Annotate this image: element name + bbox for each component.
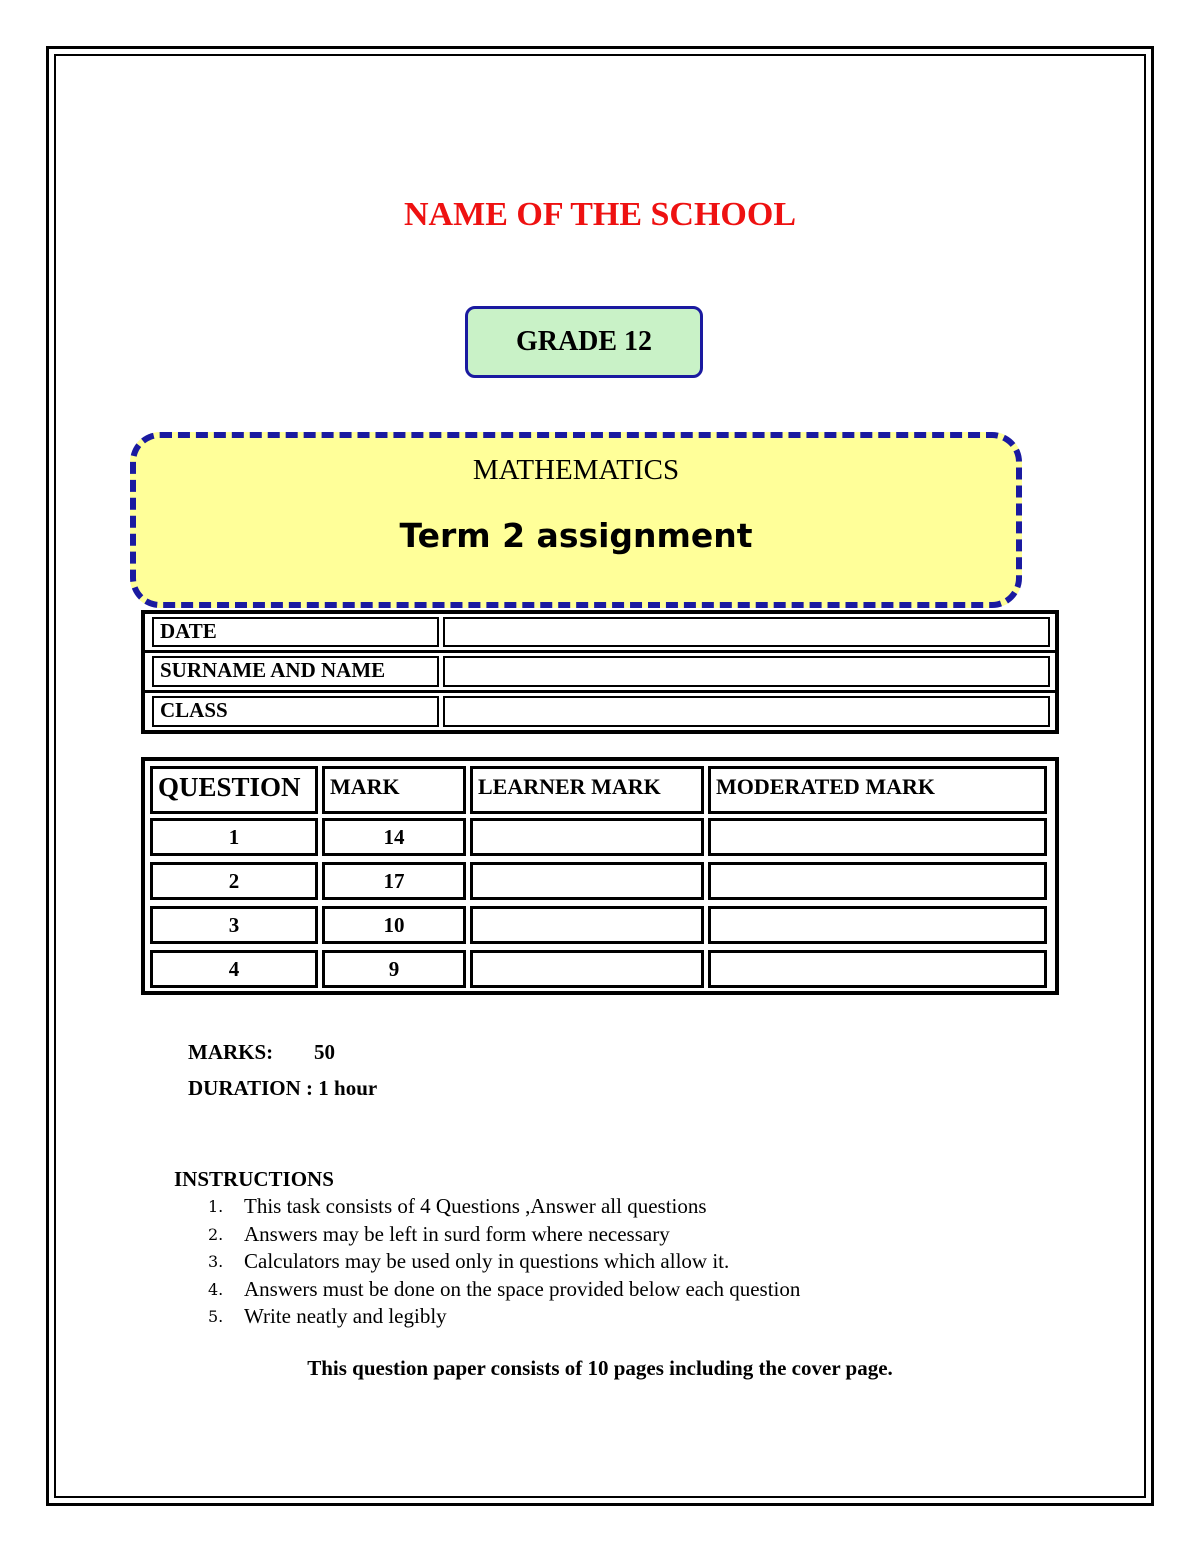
learner-mark-cell[interactable] bbox=[470, 906, 704, 944]
instructions-title: INSTRUCTIONS bbox=[174, 1167, 334, 1191]
class-field[interactable] bbox=[443, 696, 1050, 727]
list-item bbox=[208, 1248, 800, 1276]
info-row-date bbox=[145, 614, 1055, 650]
marks-total: 50 bbox=[314, 1040, 335, 1064]
page-count-note: This question paper consists of 10 pages including the cover page. bbox=[307, 1356, 893, 1380]
header-moderated-mark: MODERATED MARK bbox=[708, 766, 1047, 814]
header-question: QUESTION bbox=[150, 766, 318, 814]
grade-label: GRADE 12 bbox=[515, 326, 653, 357]
table-row bbox=[145, 906, 1055, 944]
question-number: 3 bbox=[150, 906, 318, 944]
instruction-text: Write neatly and legibly bbox=[244, 1304, 447, 1328]
instruction-text: Calculators may be used only in questions which allow it. bbox=[244, 1249, 730, 1273]
instruction-number: 3. bbox=[208, 1252, 224, 1271]
info-label: SURNAME AND NAME bbox=[152, 656, 439, 687]
info-label: DATE bbox=[152, 617, 439, 647]
info-row-name bbox=[145, 650, 1055, 690]
question-mark: 17 bbox=[322, 862, 466, 900]
marks-table bbox=[141, 757, 1059, 995]
grade-box bbox=[465, 306, 703, 378]
instruction-number: 2. bbox=[208, 1224, 224, 1244]
instruction-number: 1. bbox=[208, 1197, 224, 1216]
question-mark: 14 bbox=[322, 818, 466, 856]
school-name: NAME OF THE SCHOOL bbox=[404, 196, 796, 233]
learner-mark-cell[interactable] bbox=[470, 862, 704, 900]
moderated-mark-cell[interactable] bbox=[708, 862, 1047, 900]
question-number: 1 bbox=[150, 818, 318, 856]
marks-label: MARKS: bbox=[188, 1040, 274, 1064]
question-number: 4 bbox=[150, 950, 318, 988]
surname-and-name-field[interactable] bbox=[443, 656, 1050, 687]
info-label: CLASS bbox=[152, 696, 439, 727]
question-mark: 10 bbox=[322, 906, 466, 944]
subject-box bbox=[130, 432, 1022, 608]
list-item bbox=[208, 1276, 800, 1304]
question-mark: 9 bbox=[322, 950, 466, 988]
instructions-list bbox=[208, 1193, 800, 1331]
instruction-number: 5. bbox=[208, 1307, 224, 1326]
moderated-mark-cell[interactable] bbox=[708, 950, 1047, 988]
marks-table-header bbox=[145, 766, 1055, 814]
assignment-title: Term 2 assignment bbox=[399, 516, 753, 555]
moderated-mark-cell[interactable] bbox=[708, 906, 1047, 944]
instruction-text: Answers must be done on the space provided below each question bbox=[244, 1276, 801, 1301]
header-learner-mark: LEARNER MARK bbox=[470, 766, 704, 814]
list-item bbox=[208, 1193, 800, 1221]
question-number: 2 bbox=[150, 862, 318, 900]
learner-mark-cell[interactable] bbox=[470, 950, 704, 988]
info-row-class bbox=[145, 690, 1055, 730]
table-row bbox=[145, 862, 1055, 900]
learner-info-table bbox=[141, 610, 1059, 734]
instruction-text: Answers may be left in surd form where necessary bbox=[244, 1221, 670, 1246]
header-mark: MARK bbox=[322, 766, 466, 814]
subject-name: MATHEMATICS bbox=[472, 454, 680, 486]
instruction-number: 4. bbox=[208, 1279, 224, 1299]
duration: DURATION : 1 hour bbox=[188, 1076, 378, 1100]
marks-summary bbox=[188, 1040, 335, 1065]
table-row bbox=[145, 950, 1055, 988]
list-item bbox=[208, 1303, 800, 1331]
date-field[interactable] bbox=[443, 617, 1050, 647]
table-row bbox=[145, 818, 1055, 856]
moderated-mark-cell[interactable] bbox=[708, 818, 1047, 856]
list-item bbox=[208, 1221, 800, 1249]
instruction-text: This task consists of 4 Questions ,Answer all questions bbox=[244, 1194, 707, 1218]
learner-mark-cell[interactable] bbox=[470, 818, 704, 856]
